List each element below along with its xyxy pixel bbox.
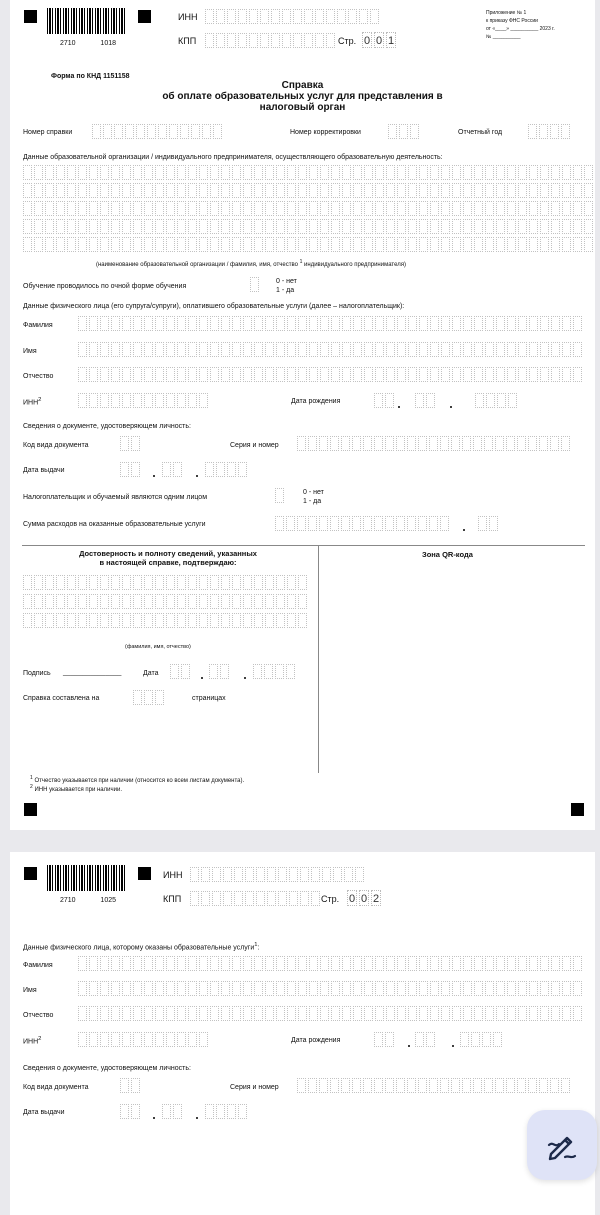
birthdate-year[interactable]	[475, 393, 517, 408]
doc-code-label: Код вида документа	[23, 442, 89, 449]
patronymic-label: Отчество	[23, 1012, 54, 1019]
date-label: Дата	[143, 670, 159, 677]
org-name-row[interactable]	[23, 201, 593, 216]
footnote-2: $^2$ ИНН указывается при наличии.	[30, 784, 122, 793]
sign-date-day[interactable]	[170, 664, 190, 679]
corner-marker	[24, 867, 37, 880]
signature-line[interactable]: _______________	[63, 669, 122, 676]
form-page-2	[10, 852, 595, 1215]
fulltime-label: Обучение проводилось по очной форме обучения	[23, 283, 187, 290]
date-separator	[153, 1117, 155, 1119]
series-label: Серия и номер	[230, 1084, 279, 1091]
barcode	[47, 8, 127, 34]
issue-date-month[interactable]	[162, 462, 182, 477]
barcode-number: 2710 1018	[60, 40, 116, 47]
section-divider	[22, 545, 585, 546]
inn2-input[interactable]	[78, 393, 208, 408]
name-label: Имя	[23, 987, 37, 994]
pages-tail-label: страницах	[192, 695, 226, 702]
kpp-label: КПП	[178, 36, 197, 46]
form-code: Форма по КНД 1151158	[51, 73, 130, 80]
sum-kopecks-input[interactable]	[478, 516, 498, 531]
correction-label: Номер корректировки	[290, 129, 361, 136]
date-separator	[196, 1117, 198, 1119]
org-name-row[interactable]	[23, 237, 593, 252]
doc-code-input[interactable]	[120, 1078, 140, 1093]
fulltime-option-1: 1 - да	[276, 287, 295, 294]
issue-date-label: Дата выдачи	[23, 467, 65, 474]
org-data-label: Данные образовательной организации / индивидуального предпринимателя, осуществляющего образовательную деятельность:	[23, 154, 443, 161]
corner-marker	[24, 803, 37, 816]
issue-date-label: Дата выдачи	[23, 1109, 65, 1116]
date-separator	[452, 1045, 454, 1047]
form-page-1	[10, 0, 595, 830]
same-person-option-0: 0 - нет	[303, 489, 324, 496]
same-person-input[interactable]	[275, 488, 284, 503]
birthdate-year[interactable]	[460, 1032, 502, 1047]
page-title: Справка об оплате образовательных услуг для представления в налоговый орган	[162, 80, 443, 113]
same-person-label: Налогоплательщик и обучаемый являются одним лицом	[23, 494, 208, 501]
corner-marker	[24, 10, 37, 23]
sum-label: Сумма расходов на оказанные образовательные услуги	[23, 521, 206, 528]
edit-pen-icon	[545, 1128, 579, 1162]
pages-label: Справка составлена на	[23, 695, 100, 702]
cert-number-label: Номер справки	[23, 129, 73, 136]
inn2-label: ИНН$^2$	[23, 397, 42, 407]
signer-fio-row[interactable]	[23, 575, 307, 590]
sign-date-year[interactable]	[253, 664, 295, 679]
name-label: Имя	[23, 348, 37, 355]
kpp-label: КПП	[163, 894, 182, 904]
birthdate-day[interactable]	[374, 393, 394, 408]
student-label: Данные физического лица, которому оказаны образовательные услуги$^1$:	[23, 942, 260, 952]
appendix-note: Приложение № 1 к приказу ФНС России от «____» __________ 2023 г. № __________	[486, 10, 555, 40]
org-caption: (наименование образовательной организации / фамилия, имя, отчество $^1$ индивидуального предпринимателя)	[96, 259, 406, 268]
id-doc-label: Сведения о документе, удостоверяющем личность:	[23, 423, 191, 430]
signer-fio-row[interactable]	[23, 594, 307, 609]
org-name-row[interactable]	[23, 165, 593, 180]
corner-marker	[571, 803, 584, 816]
sum-rubles-input[interactable]	[275, 516, 449, 531]
correction-input[interactable]	[388, 124, 419, 139]
inn-label: ИНН	[163, 870, 183, 880]
kpp-input[interactable]	[205, 33, 335, 48]
doc-code-input[interactable]	[120, 436, 140, 451]
birthdate-day[interactable]	[374, 1032, 394, 1047]
page-label: Стр.	[338, 36, 357, 46]
payer-label: Данные физического лица (его супруга/супруги), оплатившего образовательные услуги (далее – налогоплательщик):	[23, 303, 405, 310]
barcode-number: 2710 1025	[60, 897, 116, 904]
confirm-title: Достоверность и полноту сведений, указанных в настоящей справке, подтверждаю:	[79, 549, 257, 567]
org-name-row[interactable]	[23, 219, 593, 234]
surname-input[interactable]	[78, 956, 582, 971]
year-input[interactable]	[528, 124, 570, 139]
surname-input[interactable]	[78, 316, 582, 331]
doc-code-label: Код вида документа	[23, 1084, 89, 1091]
birthdate-month[interactable]	[415, 393, 435, 408]
series-input[interactable]	[297, 1078, 570, 1093]
decimal-separator	[463, 529, 465, 531]
date-separator	[244, 677, 246, 679]
surname-label: Фамилия	[23, 962, 53, 969]
birthdate-label: Дата рождения	[291, 1037, 341, 1044]
issue-date-day[interactable]	[120, 1104, 140, 1119]
issue-date-day[interactable]	[120, 462, 140, 477]
patronymic-input[interactable]	[78, 367, 582, 382]
org-name-row[interactable]	[23, 183, 593, 198]
date-separator	[398, 406, 400, 408]
cert-number-input[interactable]	[92, 124, 222, 139]
signer-fio-row[interactable]	[23, 613, 307, 628]
series-input[interactable]	[297, 436, 570, 451]
patronymic-input[interactable]	[78, 1006, 582, 1021]
corner-marker	[138, 10, 151, 23]
inn-input[interactable]	[205, 9, 379, 24]
birthdate-month[interactable]	[415, 1032, 435, 1047]
inn2-label: ИНН$^2$	[23, 1036, 42, 1046]
date-separator	[196, 475, 198, 477]
surname-label: Фамилия	[23, 322, 53, 329]
page-number: 0 0 1	[362, 32, 398, 48]
barcode	[47, 865, 127, 891]
pages-count-input[interactable]	[133, 690, 164, 705]
inn-label: ИНН	[178, 12, 198, 22]
date-separator	[408, 1045, 410, 1047]
year-label: Отчетный год	[458, 129, 503, 136]
qr-zone-label: Зона QR-кода	[422, 550, 473, 559]
issue-date-year[interactable]	[205, 462, 247, 477]
inn-input[interactable]	[190, 867, 364, 882]
issue-date-month[interactable]	[162, 1104, 182, 1119]
date-separator	[450, 406, 452, 408]
name-input[interactable]	[78, 981, 582, 996]
fulltime-option-0: 0 - нет	[276, 278, 297, 285]
issue-date-year[interactable]	[205, 1104, 247, 1119]
same-person-option-1: 1 - да	[303, 498, 322, 505]
edit-fab-button[interactable]	[527, 1110, 597, 1180]
page-number: 0 0 2	[347, 890, 383, 906]
patronymic-label: Отчество	[23, 373, 54, 380]
series-label: Серия и номер	[230, 442, 279, 449]
column-divider	[318, 545, 319, 773]
fulltime-input[interactable]	[250, 277, 259, 292]
id-doc-label: Сведения о документе, удостоверяющем личность:	[23, 1065, 191, 1072]
inn2-input[interactable]	[78, 1032, 208, 1047]
page-label: Стр.	[321, 894, 340, 904]
date-separator	[201, 677, 203, 679]
name-input[interactable]	[78, 342, 582, 357]
corner-marker	[138, 867, 151, 880]
signature-label: Подпись	[23, 670, 51, 677]
sign-date-month[interactable]	[209, 664, 229, 679]
footnote-1: $^1$ Отчество указывается при наличии (относится ко всем листам документа).	[30, 775, 245, 784]
kpp-input[interactable]	[190, 891, 320, 906]
date-separator	[153, 475, 155, 477]
birthdate-label: Дата рождения	[291, 398, 341, 405]
fio-caption: (фамилия, имя, отчество)	[125, 644, 191, 650]
